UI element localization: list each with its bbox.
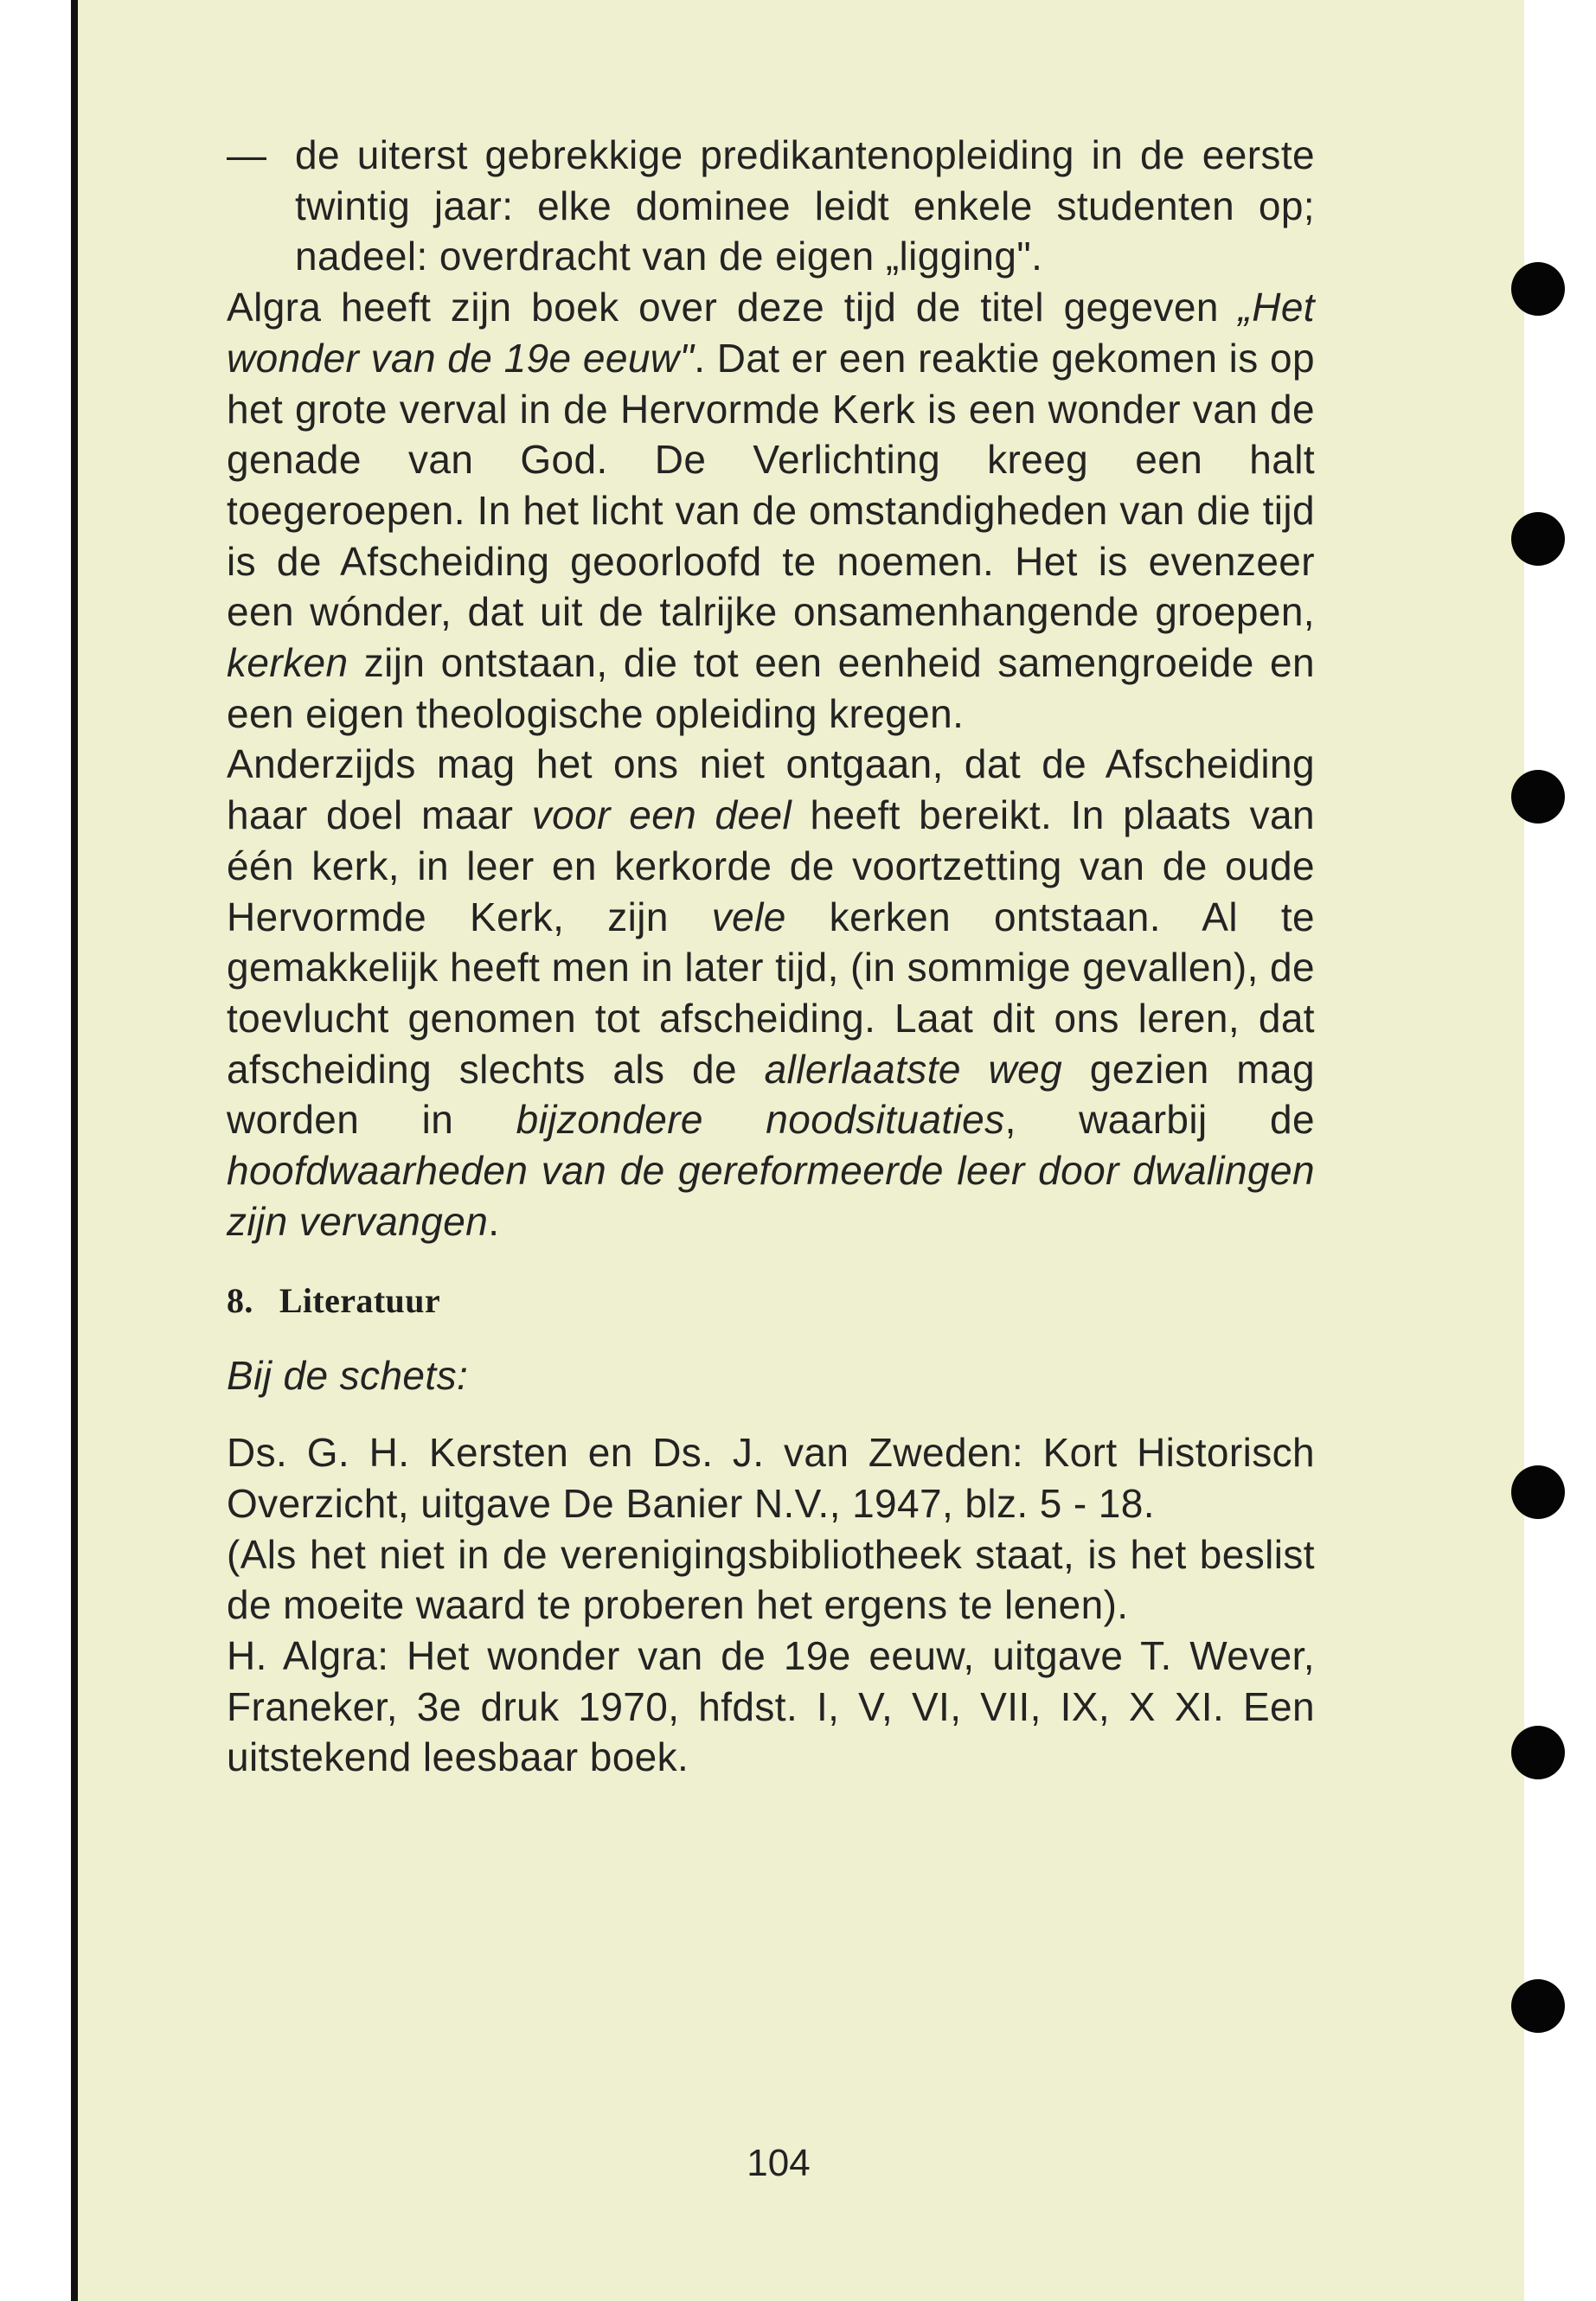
binder-hole (1511, 1726, 1565, 1779)
binder-hole (1511, 512, 1565, 566)
reference-note: (Als het niet in de verenigingsbibliotheek staat, is het beslist de moeite waard te proberen het ergens te lenen). (227, 1531, 1315, 1628)
body-text (227, 130, 1315, 1783)
bullet-item (227, 130, 1315, 282)
text-run: heeft bereikt. In plaats van één kerk, in leer en kerkorde de voortzetting van de oude Hervormde Kerk, zijn (227, 792, 1316, 939)
text-run: zijn ontstaan, die tot een eenheid samengroeide en een eigen theologische opleiding kregen. (227, 640, 1315, 736)
binder-hole (1511, 1465, 1565, 1519)
page-number: 104 (747, 2142, 811, 2184)
emphasis-italic: bijzondere noodsituaties (516, 1097, 1005, 1143)
text-run: Algra heeft zijn boek over deze tijd de titel gegeven (227, 285, 1239, 330)
emphasis-italic: vele (711, 894, 786, 939)
reference-kersten: Ds. G. H. Kersten en Ds. J. van Zweden: Kort Historisch Overzicht, uitgave De Banier N.V., 1947, blz. 5 - 18. (227, 1430, 1315, 1526)
section-number: 8. (227, 1281, 253, 1321)
binder-hole (1511, 770, 1565, 824)
reference-algra: H. Algra: Het wonder van de 19e eeuw, uitgave T. Wever, Franeker, 3e druk 1970, hfdst. I, V, VI, VII, IX, X XI. Een uitstekend leesbaar boek. (227, 1632, 1315, 1780)
text-run: gezien mag worden in (227, 1046, 1316, 1143)
bullet-text: de uiterst gebrekkige predikantenopleiding in de eerste twintig jaar: elke dominee leidt enkele studenten op; nadeel: overdracht van de eigen „ligging". (295, 132, 1315, 279)
emphasis-italic: voor een deel (531, 792, 792, 838)
emphasis-italic: kerken (227, 640, 349, 686)
text-run: Anderzijds mag het ons niet ontgaan, dat de Afscheiding haar doel maar (227, 741, 1315, 838)
text-run: . Dat er een reaktie gekomen is op het grote verval in de Hervormde Kerk is een wonder van de genade van God. De Verlichting kreeg een halt toegeroepen. In het licht van de omstandigheden van die tijd is de Afscheiding geoorloofd te noemen. Het is evenzeer een wónder, dat uit de talrijke onsamenhangende groepen, (227, 335, 1316, 635)
section-title: Literatuur (279, 1281, 440, 1321)
paragraph-afscheiding (227, 739, 1315, 1247)
section-heading (227, 1276, 1315, 1326)
text-run: . (488, 1198, 500, 1244)
binder-hole (1511, 1979, 1565, 2033)
book-title-italic: „Het wonder van de 19e eeuw" (227, 285, 1315, 381)
emphasis-italic: hoofdwaarheden van de gereformeerde leer door dwalingen zijn vervangen (227, 1148, 1315, 1244)
text-run: , waarbij de (1004, 1097, 1315, 1143)
emphasis-italic: allerlaatste weg (764, 1046, 1063, 1092)
text-run: kerken ontstaan. Al te gemakkelijk heeft men in later tijd, (in sommige gevallen), de toevlucht genomen tot afscheiding. Laat dit ons leren, dat afscheiding slechts als de (227, 894, 1316, 1092)
binding-edge (71, 0, 78, 2301)
dash-marker: — (227, 132, 267, 177)
paragraph-wonder (227, 282, 1315, 739)
subheading: Bij de schets: (227, 1353, 469, 1399)
binder-hole (1511, 262, 1565, 316)
